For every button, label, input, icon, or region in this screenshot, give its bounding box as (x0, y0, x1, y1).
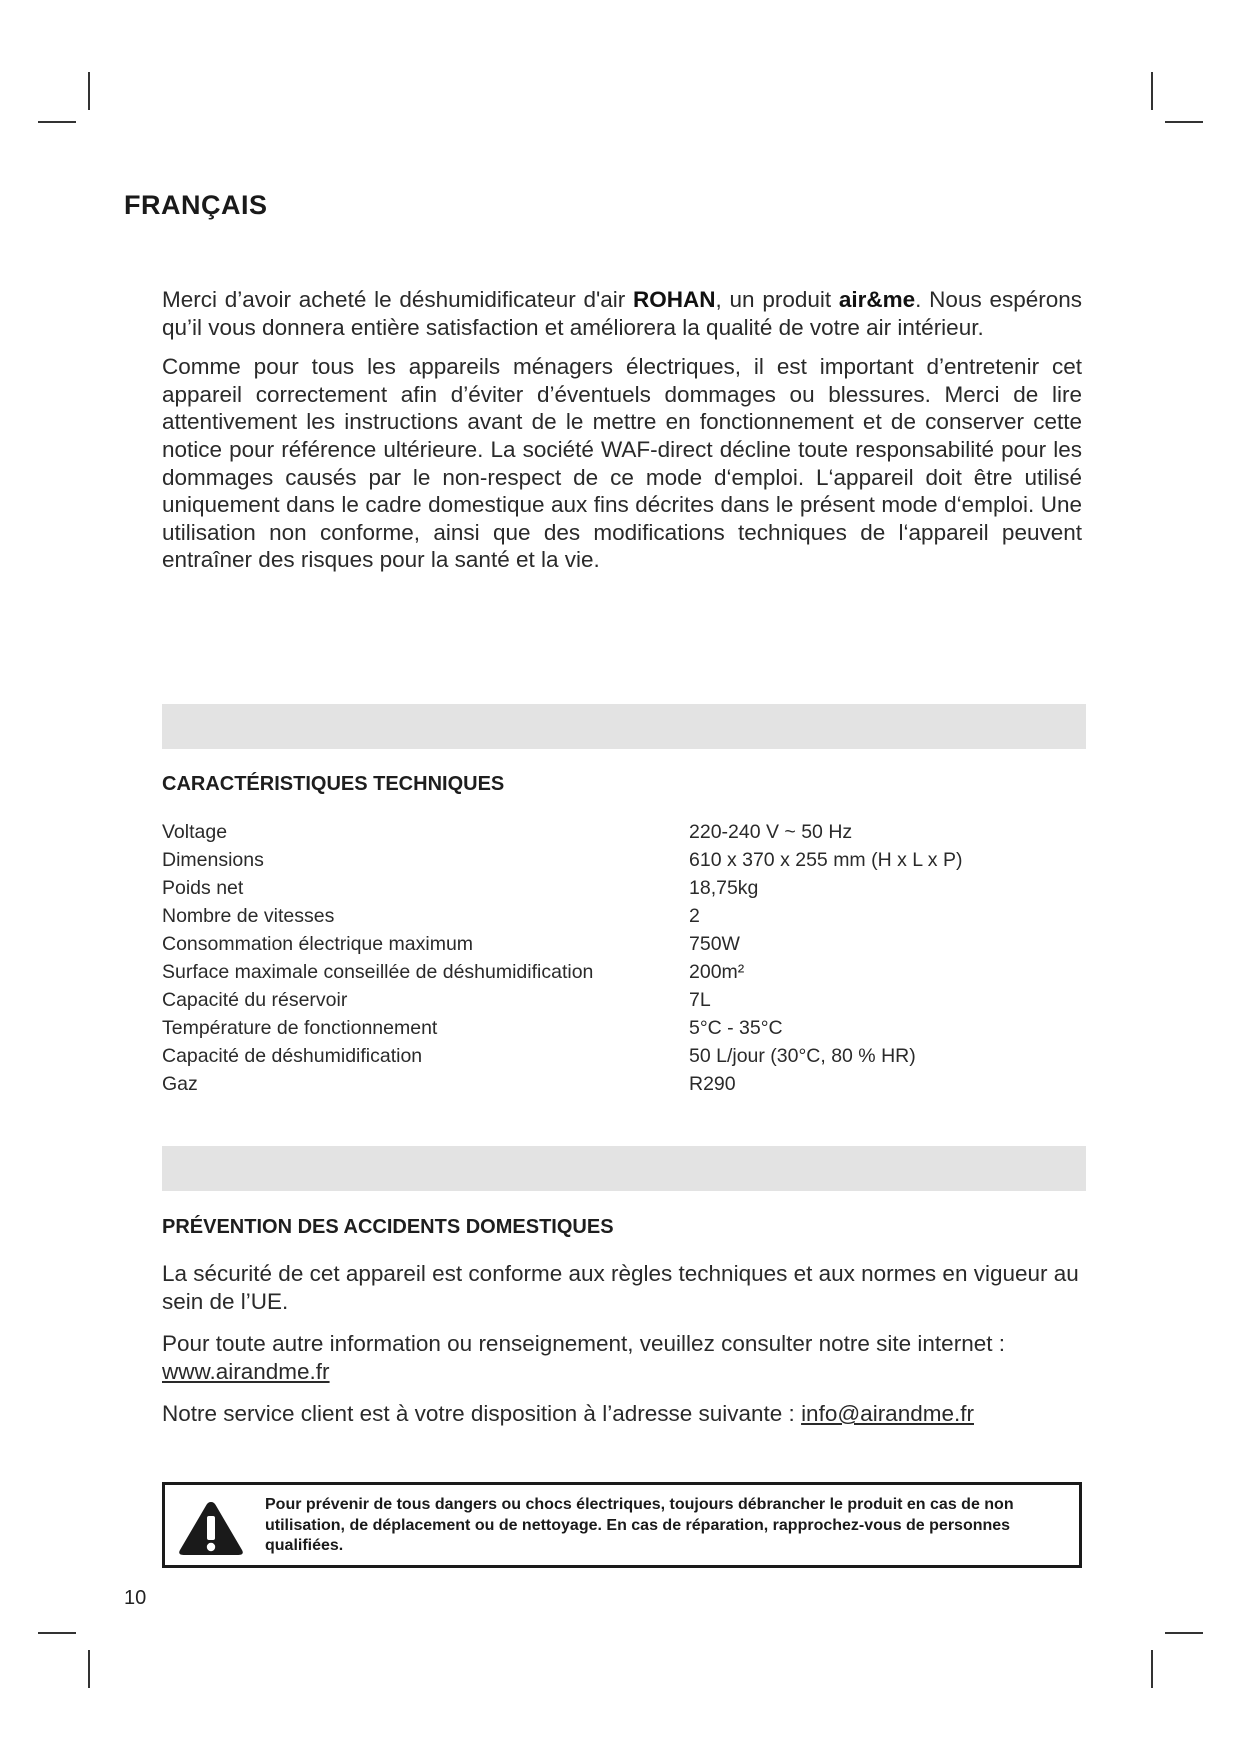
prevention-paragraph-1: La sécurité de cet appareil est conforme aux règles techniques et aux normes en vigueur au sein de l’UE. (162, 1261, 1079, 1314)
brand-name: air&me (838, 287, 916, 312)
spec-row (162, 1014, 1062, 1042)
crop-mark (38, 121, 76, 123)
intro-text-part: Merci d’avoir acheté le déshumidificateur d'air (162, 287, 634, 312)
website-link[interactable]: www.airandme.fr (162, 1359, 330, 1384)
spec-value: 610 x 370 x 255 mm (H x L x P) (689, 849, 963, 871)
spec-row (162, 930, 1062, 958)
prevention-text (162, 1260, 1086, 1442)
spec-row (162, 1042, 1062, 1070)
spec-label: Surface maximale conseillée de déshumidification (162, 961, 594, 983)
crop-mark (88, 1650, 90, 1688)
specs-title: CARACTÉRISTIQUES TECHNIQUES (162, 773, 505, 795)
warning-text: Pour prévenir de tous dangers ou chocs électriques, toujours débrancher le produit en cas de non utilisation, de déplacement ou de nettoyage. En cas de réparation, rapprochez-vous de personnes qualifiées. (265, 1496, 1014, 1554)
spec-row (162, 958, 1062, 986)
spec-label: Dimensions (162, 849, 264, 871)
warning-triangle-icon (177, 1499, 245, 1557)
spec-value: 50 L/jour (30°C, 80 % HR) (689, 1045, 916, 1067)
crop-mark (1151, 72, 1153, 110)
spec-value: 2 (689, 905, 700, 927)
email-link[interactable]: info@airandme.fr (801, 1401, 974, 1426)
spec-label: Nombre de vitesses (162, 905, 335, 927)
intro-text-part: . Nous espérons qu’il vous donnera entière satisfaction et améliorera la qualité de votre air intérieur. (162, 287, 1083, 340)
warning-box (162, 1482, 1082, 1568)
intro-paragraph-2: Comme pour tous les appareils ménagers électriques, il est important d’entretenir cet appareil correctement afin d’éviter d’éventuels dommages ou blessures. Merci de lire attentivement les instructions avant de le mettre en fonctionnement et de conserver cette notice pour référence ultérieure. La société WAF-direct décline toute responsabilité pour les dommages causés par le non-respect de ce mode d‘emploi. L‘appareil doit être utilisé uniquement dans le cadre domestique aux fins décrites dans le présent mode d‘emploi. Une utilisation non conforme, ainsi que des modifications techniques de l‘appareil peuvent entraîner des risques pour la santé et la vie. (162, 354, 1082, 573)
prevention-text-part: Notre service client est à votre disposition à l’adresse suivante : (162, 1401, 802, 1426)
spec-row (162, 1070, 1062, 1098)
crop-mark (88, 72, 90, 110)
intro-paragraph-1 (162, 286, 1082, 341)
crop-mark (38, 1632, 76, 1634)
prevention-title: PRÉVENTION DES ACCIDENTS DOMESTIQUES (162, 1216, 614, 1238)
spec-label: Voltage (162, 821, 228, 843)
spec-value: 18,75kg (689, 877, 759, 899)
crop-mark (1165, 1632, 1203, 1634)
prevention-text-part: Pour toute autre information ou renseignement, veuillez consulter notre site internet : (162, 1331, 1005, 1356)
spec-value: 220-240 V ~ 50 Hz (689, 821, 853, 843)
prevention-paragraph-3 (162, 1400, 1086, 1428)
spec-value: 7L (689, 989, 711, 1011)
intro-text (162, 286, 1082, 586)
spec-value: R290 (689, 1073, 736, 1095)
spec-row (162, 874, 1062, 902)
specs-table (162, 818, 1062, 1098)
spec-row (162, 902, 1062, 930)
product-name: ROHAN (633, 287, 716, 312)
spec-value: 750W (689, 933, 740, 955)
spec-value: 200m² (689, 961, 745, 983)
intro-text-part: , un produit (715, 287, 839, 312)
crop-mark (1165, 121, 1203, 123)
spec-row (162, 986, 1062, 1014)
prevention-paragraph-2 (162, 1330, 1086, 1386)
spec-label: Poids net (162, 877, 244, 899)
spec-label: Consommation électrique maximum (162, 933, 474, 955)
spec-label: Gaz (162, 1073, 198, 1095)
page-number: 10 (124, 1587, 147, 1609)
spec-row (162, 818, 1062, 846)
spec-row (162, 846, 1062, 874)
spec-value: 5°C - 35°C (689, 1017, 783, 1039)
crop-mark (1151, 1650, 1153, 1688)
spec-label: Température de fonctionnement (162, 1017, 438, 1039)
spec-label: Capacité de déshumidification (162, 1045, 423, 1067)
page-title: FRANÇAIS (124, 190, 268, 220)
section-divider-bar (162, 1146, 1086, 1191)
spec-label: Capacité du réservoir (162, 989, 348, 1011)
section-divider-bar (162, 704, 1086, 749)
